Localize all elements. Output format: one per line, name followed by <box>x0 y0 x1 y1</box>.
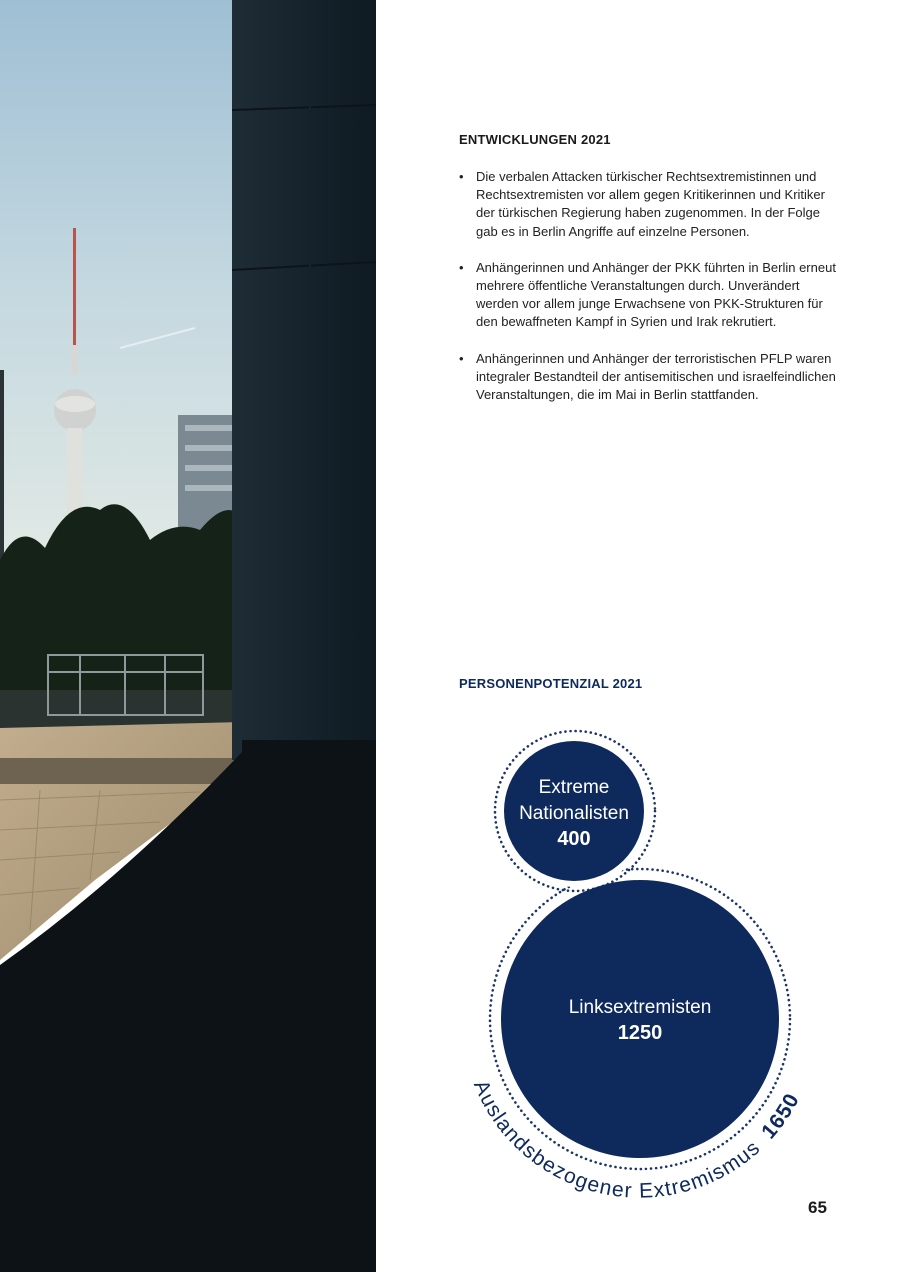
section-heading-personenpotenzial: PERSONENPOTENZIAL 2021 <box>459 676 643 691</box>
section-heading-entwicklungen: ENTWICKLUNGEN 2021 <box>459 132 611 147</box>
bullet-dot-icon: • <box>459 169 464 184</box>
berlin-tv-tower-photo <box>0 0 376 1272</box>
list-item <box>459 259 839 332</box>
bullet-dot-icon: • <box>459 259 464 275</box>
list-item <box>459 350 839 405</box>
arc-label-text: Auslandsbezogener Extremismus <box>468 1076 765 1203</box>
developments-list <box>459 168 839 422</box>
page-number: 65 <box>808 1198 827 1217</box>
bullet-dot-icon: • <box>459 350 464 366</box>
arc-label-value: 1650 <box>757 1089 805 1144</box>
large-circle <box>501 880 779 1158</box>
small-circle-value: 400 <box>557 828 591 850</box>
list-item-text: Anhängerinnen und Anhänger der terroristischen PFLP waren integraler Bestandteil der antisemitischen und israelfeindlichen Veranstaltungen, die im Mai in Berlin stattfanden. <box>476 350 836 403</box>
bubble-diagram <box>440 720 840 1215</box>
large-circle-label: Linksextremisten <box>568 997 712 1018</box>
list-item <box>459 168 839 241</box>
small-circle-label-line1: Extreme <box>538 777 610 798</box>
list-item-text: Die verbalen Attacken türkischer Rechtsextremistinnen und Rechtsextremisten vor allem gegen Kritikerinnen und Kritiker der türkischen Regierung haben zugenommen. In der Folge gab es in Berlin Angriffe auf einzelne Personen. <box>476 169 825 239</box>
list-item-text: Anhängerinnen und Anhänger der PKK führten in Berlin erneut mehrere öffentliche Veranstaltungen durch. Unverändert werden vor allem junge Erwachsene von PKK-Strukturen für den bewaffneten Kampf in Syrien und Irak rekrutiert. <box>476 259 836 330</box>
small-circle-label-line2: Nationalisten <box>519 803 629 824</box>
large-circle-value: 1250 <box>617 1022 663 1044</box>
